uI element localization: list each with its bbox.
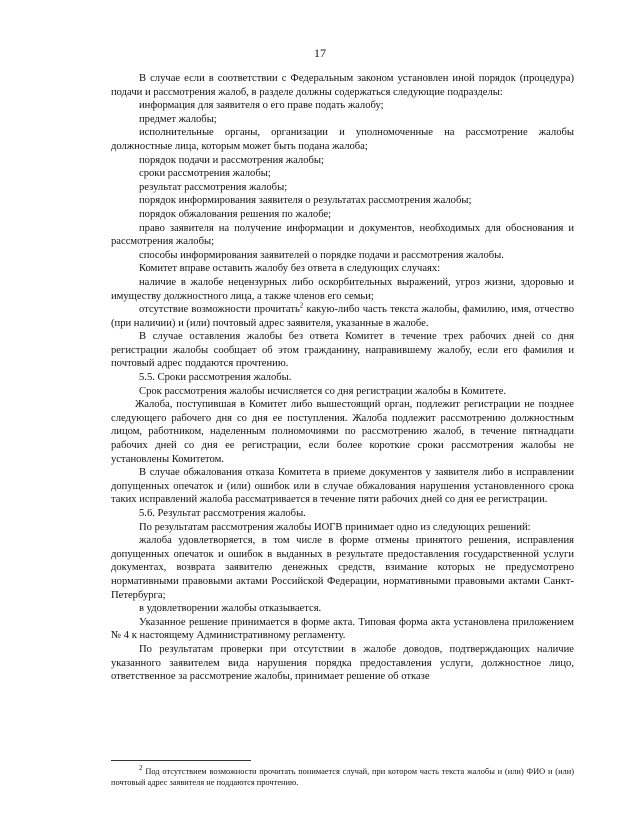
section-heading-5-5: 5.5. Сроки рассмотрения жалобы. — [139, 372, 292, 384]
footnote — [111, 766, 574, 788]
footnote-ref-text-after: какую-либо часть текста жалобы, фамилию, имя, отчество (при наличии) и (или) почтовый адрес заявителя, указанные в жалобе. — [111, 304, 574, 329]
list-item: сроки рассмотрения жалобы; — [139, 168, 271, 180]
list-item: предмет жалобы; — [139, 113, 217, 125]
document-body — [111, 72, 574, 684]
footnote-number: 2 — [139, 764, 143, 773]
list-item: в удовлетворении жалобы отказывается. — [139, 603, 322, 615]
paragraph-no-answer-cases: Комитет вправе оставить жалобу без ответа в следующих случаях: — [139, 263, 441, 275]
paragraph: В случае оставления жалобы без ответа Комитет в течение трех рабочих дней со дня регистрации жалобы сообщает об этом гражданину, направившему жалобу, если его фамилия и почтовый адрес поддаются прочтению. — [111, 331, 574, 370]
paragraph: Срок рассмотрения жалобы исчисляется со дня регистрации жалобы в Комитете. — [139, 385, 507, 397]
list-item: наличие в жалобе нецензурных либо оскорбительных выражений, угроз жизни, здоровью и имуществу должностного лица, а также членов его семьи; — [111, 276, 574, 302]
paragraph: По результатам рассмотрения жалобы ИОГВ принимает одно из следующих решений: — [139, 521, 531, 533]
section-heading-5-6: 5.6. Результат рассмотрения жалобы. — [139, 508, 306, 519]
footnote-text: Под отсутствием возможности прочитать понимается случай, при котором часть текста жалобы и (или) ФИО и (или) почтовый адрес заявителя не поддаются прочтению. — [111, 767, 574, 787]
list-item: право заявителя на получение информации и документов, необходимых для обоснования и рассмотрения жалобы; — [111, 222, 574, 248]
list-item: исполнительные органы, организации и уполномоченные на рассмотрение жалобы должностные лица, которым может быть подана жалоба; — [111, 127, 574, 152]
list-item: жалоба удовлетворяется, в том числе в форме отмены принятого решения, исправления допущенных опечаток и ошибок в выданных в результате предоставления государственной услуги документах, возврата заявителю денежных средств, взимание которых не предусмотрено нормативными правовыми актами Российской Федерации, нормативными правовыми актами Санкт-Петербурга; — [111, 535, 574, 601]
paragraph-intro: В случае если в соответствии с Федеральным законом установлен иной порядок (процедура) подачи и рассмотрения жалоб, в разделе должны содержаться следующие подразделы: — [111, 73, 574, 98]
list-item: порядок обжалования решения по жалобе; — [139, 208, 332, 220]
page-number: 17 — [314, 46, 326, 60]
paragraph: Жалоба, поступившая в Комитет либо вышестоящий орган, подлежит регистрации не позднее следующего рабочего дня со дня ее поступления. Жалоба подлежит рассмотрению должностным лицом, работником, наделенным полномочиями по рассмотрению жалоб, в течение пятнадцати рабочих дней со дня ее регистрации, если более короткие сроки рассмотрения жалобы не установлены Комитетом. — [111, 399, 574, 465]
paragraph: В случае обжалования отказа Комитета в приеме документов у заявителя либо в исправлении допущенных опечаток и (или) ошибок или в случае обжалования нарушения установленного срока таких исправлений жалоба рассматривается в течение пяти рабочих дней со дня ее регистрации. — [111, 467, 574, 506]
list-item: результат рассмотрения жалобы; — [139, 181, 288, 193]
footnote-ref-text-before: отсутствие возможности прочитать — [139, 304, 300, 316]
footnote-divider — [111, 760, 251, 761]
footnote-marker: 2 — [299, 301, 304, 310]
paragraph-unreadable — [111, 303, 574, 330]
list-item: порядок подачи и рассмотрения жалобы; — [139, 154, 324, 166]
list-item: способы информирования заявителей о порядке подачи и рассмотрения жалобы. — [139, 249, 504, 261]
list-item: информация для заявителя о его праве подать жалобу; — [139, 100, 384, 112]
paragraph: Указанное решение принимается в форме акта. Типовая форма акта установлена приложением № 4 к настоящему Административному регламенту. — [111, 616, 574, 642]
paragraph: По результатам проверки при отсутствии в жалобе доводов, подтверждающих наличие указанного заявителем вида нарушения порядка предоставления услуги, должностное лицо, ответственное за рассмотрение жалобы, принимает решение об отказе — [111, 643, 574, 683]
list-item: порядок информирования заявителя о результатах рассмотрения жалобы; — [139, 195, 472, 207]
